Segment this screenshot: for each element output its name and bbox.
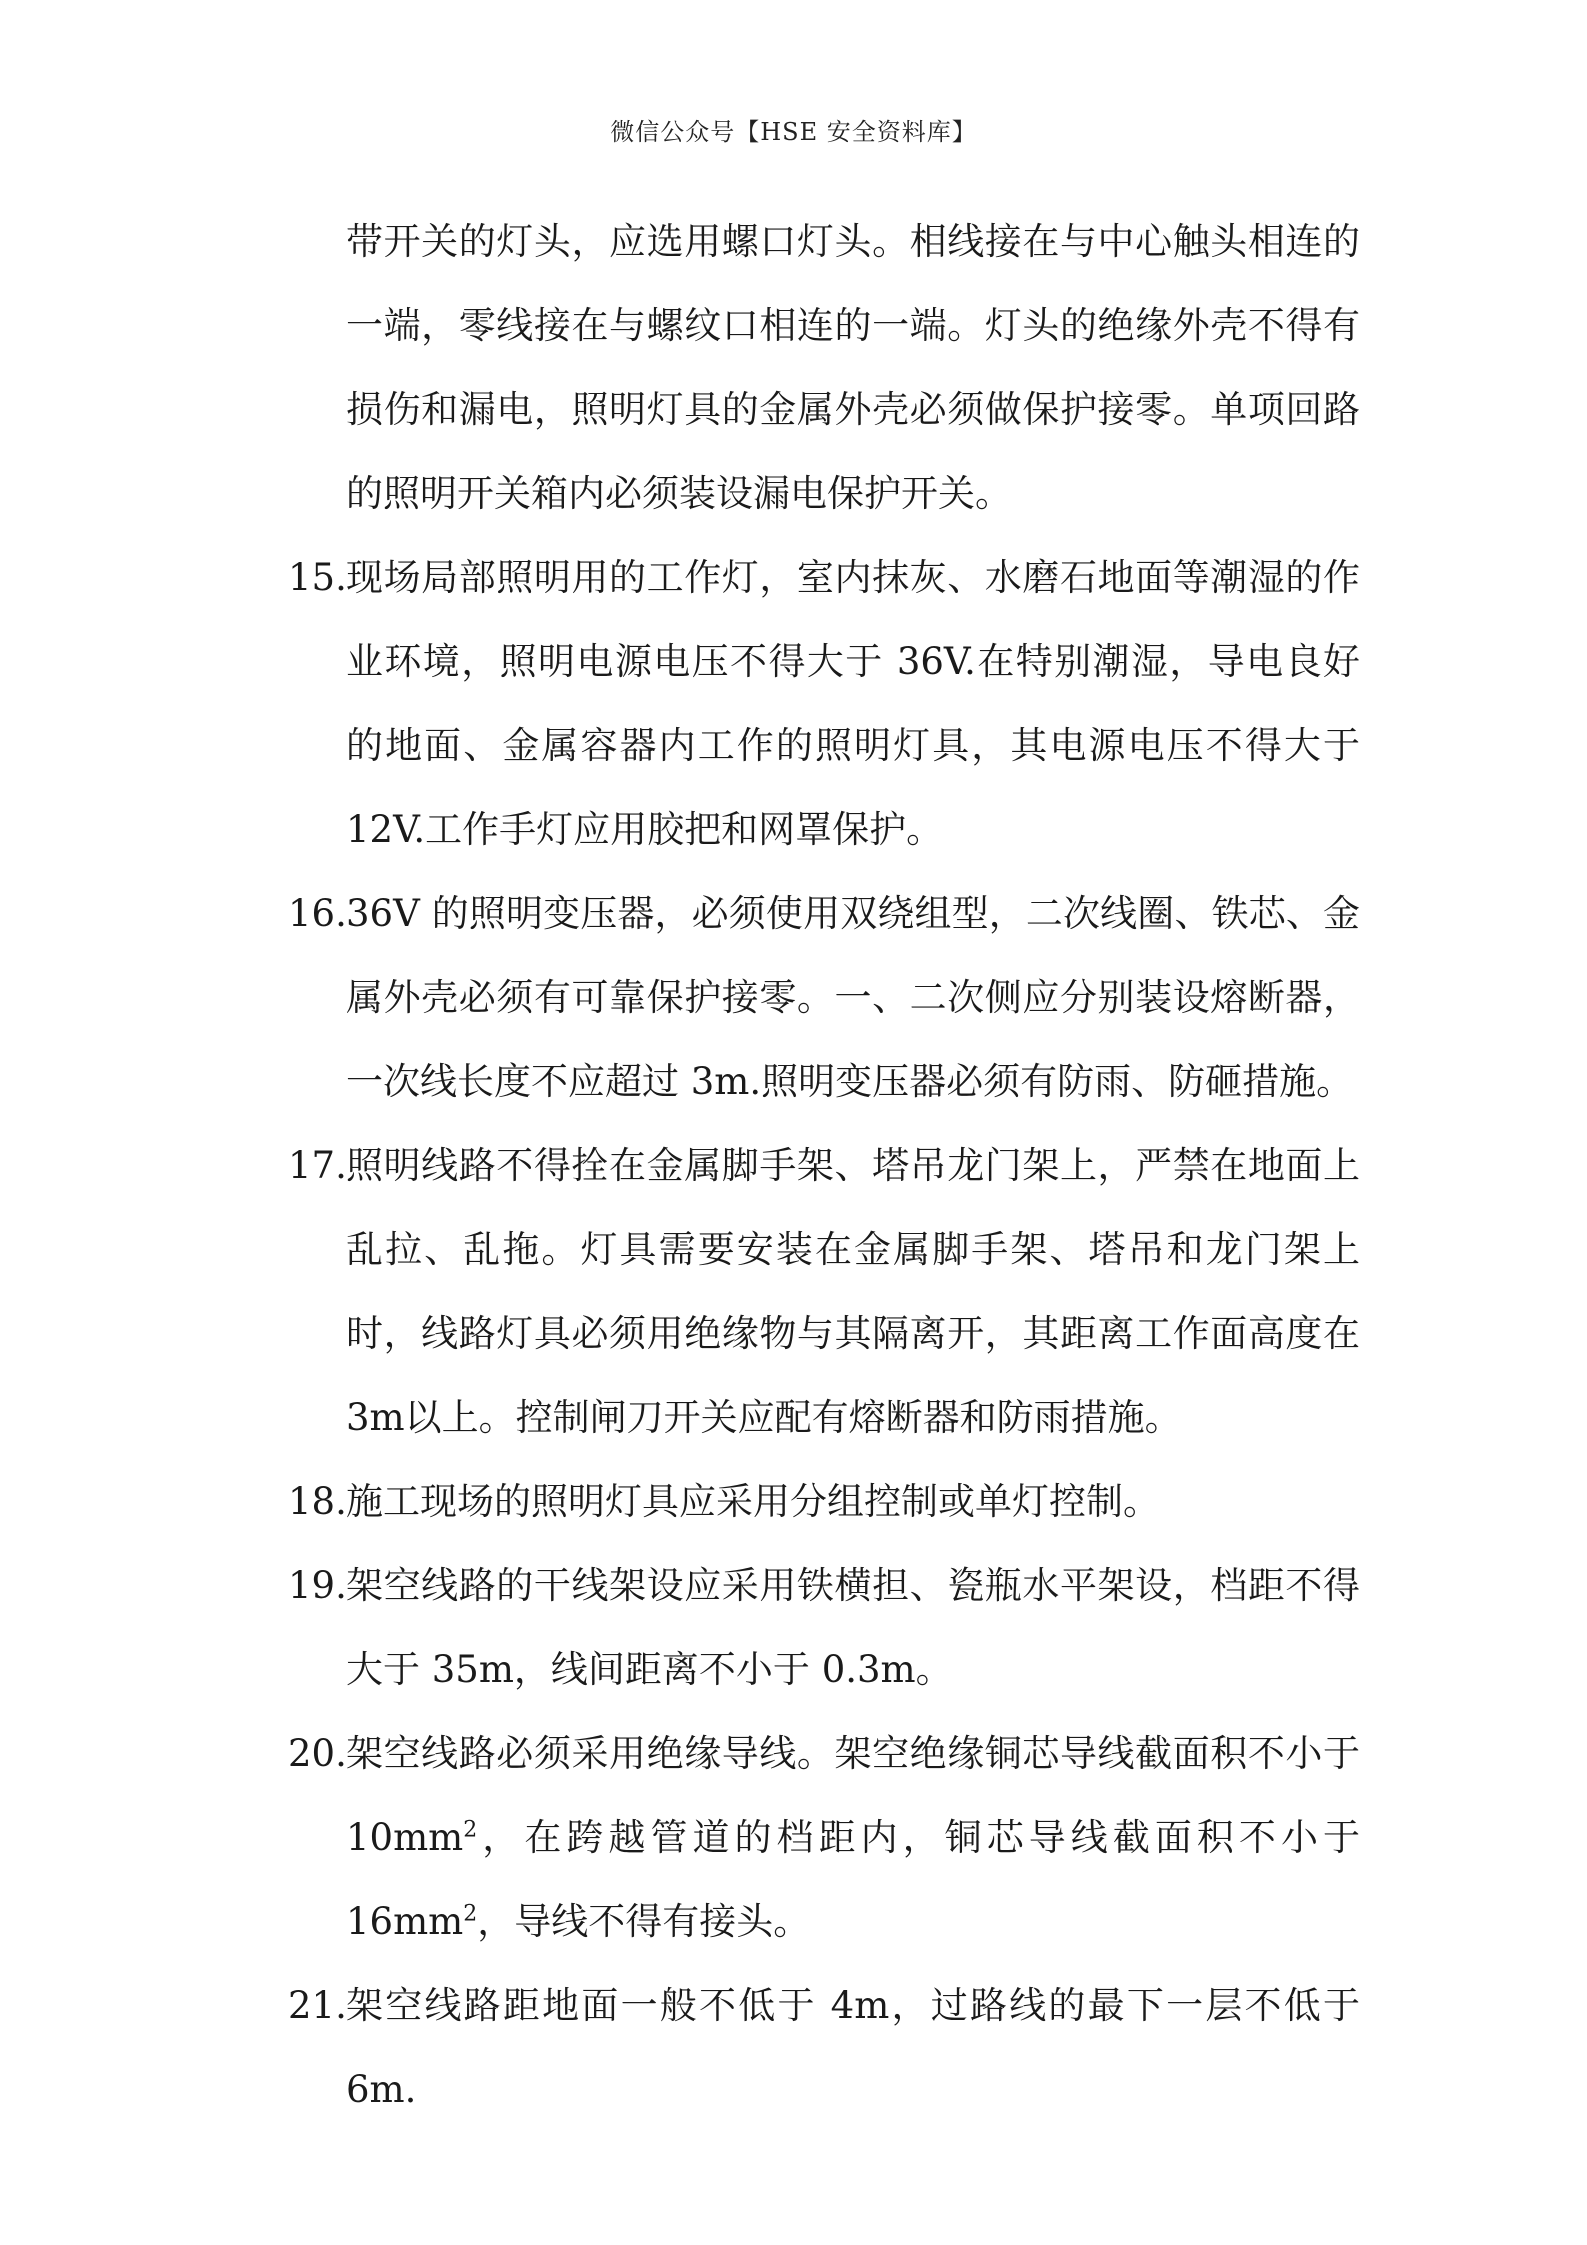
list-item-text-part-c: ，导线不得有接头。 <box>477 1900 811 1943</box>
list-item-text: 架空线路距地面一般不低于 4m，过路线的最下一层不低于 6m. <box>346 1984 1360 2111</box>
superscript: 2 <box>463 1901 478 1927</box>
list-item-number: 18. <box>288 1480 347 1523</box>
list-item-number: 15. <box>288 556 347 599</box>
list-item-18 <box>280 1460 1360 1544</box>
list-item-20 <box>280 1712 1360 1964</box>
list-item-number: 20. <box>288 1732 347 1775</box>
list-item-text-part-a: 架空线路必须采用绝缘导线。架空绝缘铜芯导线截面积不小于 10mm <box>346 1732 1360 1859</box>
list-item-19 <box>280 1544 1360 1712</box>
list-item-text-part-b: ，在跨越管道的档距内，铜芯导线截面积不小于 16mm <box>346 1816 1360 1943</box>
list-item-number: 19. <box>288 1564 347 1607</box>
list-item-text: 带开关的灯头，应选用螺口灯头。相线接在与中心触头相连的一端，零线接在与螺纹口相连的一端。灯头的绝缘外壳不得有损伤和漏电，照明灯具的金属外壳必须做保护接零。单项回路的照明开关箱内必须装设漏电保护开关。 <box>346 220 1360 515</box>
list-item-16 <box>280 872 1360 1124</box>
superscript: 2 <box>463 1817 478 1843</box>
list-item-number: 17. <box>288 1144 347 1187</box>
document-body <box>280 200 1360 2132</box>
list-item-text: 36V 的照明变压器，必须使用双绕组型，二次线圈、铁芯、金属外壳必须有可靠保护接零。一、二次侧应分别装设熔断器，一次线长度不应超过 3m.照明变压器必须有防雨、防砸措施。 <box>346 892 1360 1103</box>
list-item-text: 施工现场的照明灯具应采用分组控制或单灯控制。 <box>346 1480 1160 1523</box>
list-item-number: 16. <box>288 892 347 935</box>
page-header: 微信公众号【HSE 安全资料库】 <box>610 118 977 146</box>
list-item-number: 21. <box>288 1984 347 2027</box>
list-item-continued <box>280 200 1360 536</box>
list-item-21 <box>280 1964 1360 2132</box>
list-item-text: 现场局部照明用的工作灯，室内抹灰、水磨石地面等潮湿的作业环境，照明电源电压不得大于 36V.在特别潮湿，导电良好的地面、金属容器内工作的照明灯具，其电源电压不得大于 12V.工作手灯应用胶把和网罩保护。 <box>346 556 1360 851</box>
list-item-15 <box>280 536 1360 872</box>
list-item-text: 照明线路不得拴在金属脚手架、塔吊龙门架上，严禁在地面上乱拉、乱拖。灯具需要安装在金属脚手架、塔吊和龙门架上时，线路灯具必须用绝缘物与其隔离开，其距离工作面高度在 3m以上。控制闸刀开关应配有熔断器和防雨措施。 <box>346 1144 1360 1439</box>
list-item-17 <box>280 1124 1360 1460</box>
list-item-text: 架空线路的干线架设应采用铁横担、瓷瓶水平架设，档距不得大于 35m，线间距离不小于 0.3m。 <box>346 1564 1360 1691</box>
